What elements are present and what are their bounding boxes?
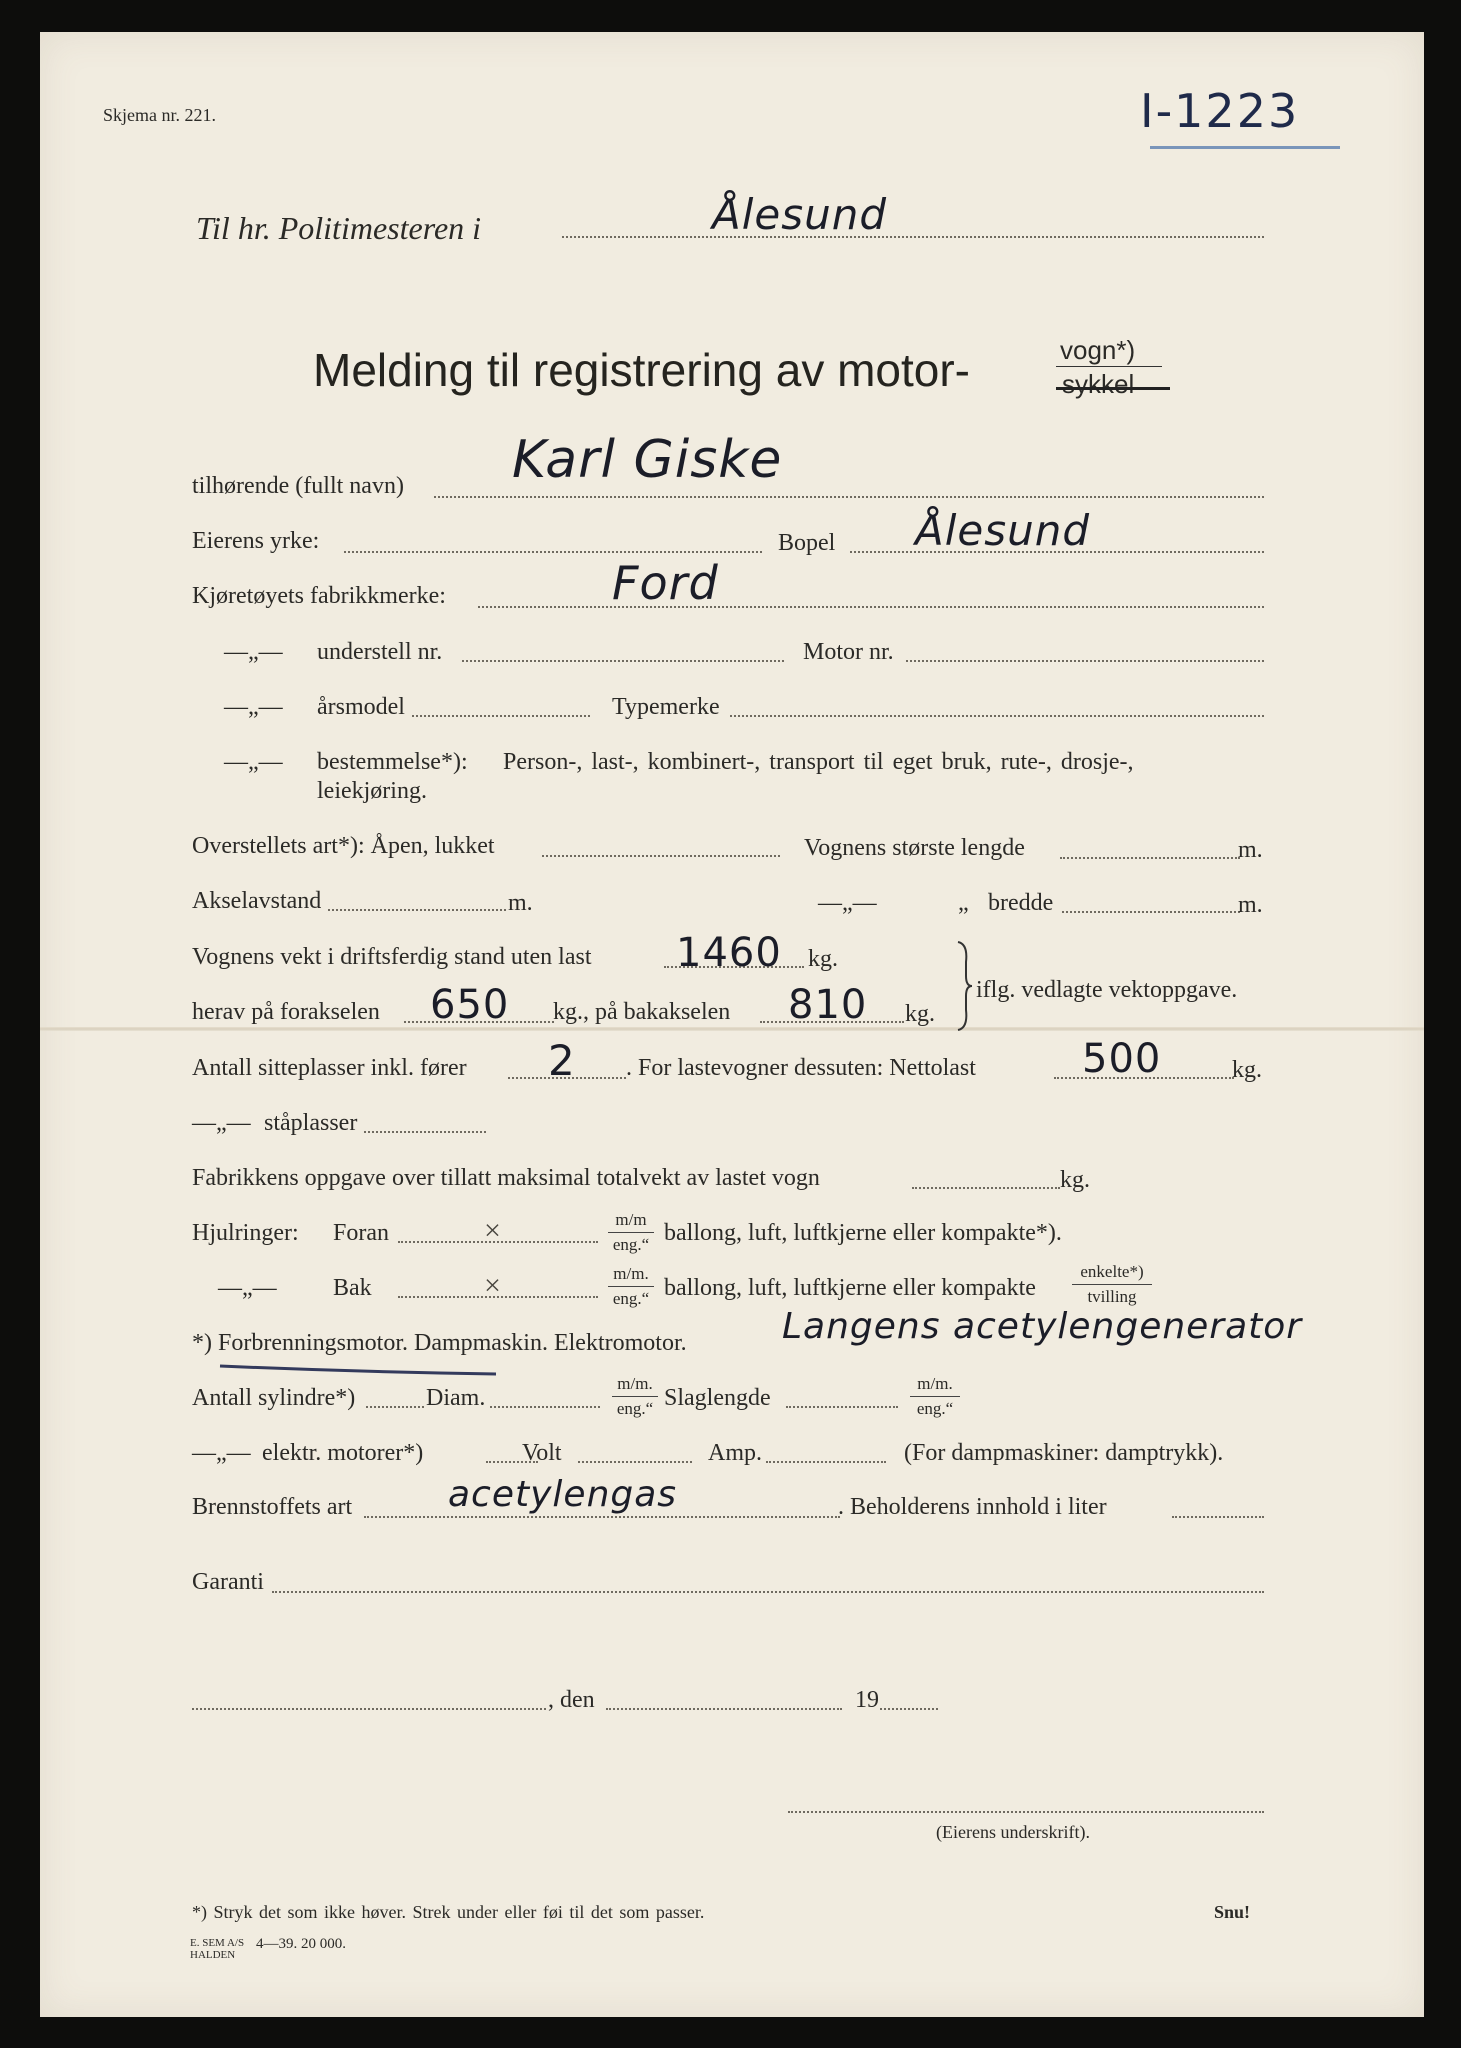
ditto-purpose: —„— [224,749,283,775]
owner-name-value: Karl Giske [512,430,783,490]
amp-label: Amp. [708,1440,762,1466]
width-unit: m. [1238,892,1263,918]
electric-label: elektr. motorer*) [262,1440,424,1466]
rings-label: Hjulringer: [192,1220,299,1246]
weight-label: Vognens vekt i driftsferdig stand uten last [192,944,592,970]
fuel-label: Brennstoffets art [192,1494,353,1520]
motor-line [906,660,1264,662]
year-label: årsmodel [317,694,405,720]
title-option-sykkel: sykkel [1062,369,1135,399]
occupation-label: Eierens yrke: [192,528,320,554]
ditto-standing: —„— [192,1110,251,1136]
front-ring-unit [608,1210,654,1255]
front-ring-types: ballong, luft, luftkjerne eller kompakte*). [664,1220,1062,1246]
tank-label: . Beholderens innhold i liter [838,1494,1107,1520]
cylinders-line [366,1406,424,1408]
fuel-line [364,1516,840,1518]
make-label: Kjøretøyets fabrikkmerke: [192,583,446,609]
body-type-label: Overstellets art*): Åpen, lukket [192,833,495,859]
cylinders-label: Antall sylindre*) [192,1385,356,1411]
purpose-options-1: Person-, last-, kombinert-, transport til eget bruk, rute-, drosje-, [503,749,1134,775]
chassis-label: understell nr. [317,639,443,665]
title-option-vogn: vogn*) [1060,335,1136,365]
cargo-value: 500 [1082,1036,1162,1082]
length-label: Vognens største lengde [804,835,1025,861]
form-number: Skjema nr. 221. [103,105,216,125]
weight-unit: kg. [808,946,838,972]
signature-line [788,1811,1264,1813]
chassis-line [462,660,784,662]
purpose-label: bestemmelse*): [317,749,468,775]
owner-name-label: tilhørende (fullt navn) [192,473,404,499]
motor-label: Motor nr. [803,639,894,665]
max-weight-label: Fabrikkens oppgave over tillatt maksimal totalvekt av lastet vogn [192,1165,820,1191]
type-label: Typemerke [612,694,720,720]
rear-ring-label: Bak [333,1275,372,1301]
warranty-label: Garanti [192,1569,264,1595]
rear-axle-label: kg., på bakakselen [553,999,731,1025]
engine-type-underline [218,1362,498,1378]
addressee-line [562,236,1264,238]
body-type-line [542,855,780,857]
max-weight-unit: kg. [1060,1167,1090,1193]
title-strikethrough [1056,387,1170,390]
stroke-eng: eng.“ [916,1399,954,1418]
ditto-width: —„— [818,890,877,916]
rear-axle-unit: kg. [905,1001,935,1027]
rear-ring-eng: eng.“ [612,1289,650,1308]
max-weight-line [912,1187,1060,1189]
ditto-rear-ring: —„— [218,1275,277,1301]
diameter-unit [612,1374,658,1419]
make-line [478,606,1264,608]
print-run-info: 4—39. 20 000. [256,1936,346,1952]
printer-name: E. SEM A/S [190,1937,245,1949]
standing-line [364,1131,486,1133]
occupation-line [344,551,762,553]
diameter-mm: m/m. [617,1374,653,1393]
stroke-mm: m/m. [917,1374,953,1393]
width-line [1062,911,1240,913]
length-line [1060,857,1240,859]
single-option: enkelte*) [1080,1262,1144,1281]
ditto-width-quote: „ [958,890,969,916]
residence-label: Bopel [778,530,836,556]
seats-value: 2 [548,1036,576,1085]
addressee-label: Til hr. Politimesteren i [196,210,482,246]
tank-line [1172,1516,1264,1518]
purpose-options-2: leiekjøring. [317,778,427,804]
stroke-line [786,1406,898,1408]
turn-over-label: Snu! [1214,1902,1251,1922]
date-den-label: , den [548,1687,595,1713]
volt-label: Volt [522,1440,562,1466]
date-line [606,1708,842,1710]
paper-fold [40,1027,1424,1031]
weight-brace [954,940,974,1032]
warranty-line [272,1591,1264,1593]
ditto-electric: —„— [192,1440,251,1466]
form-title: Melding til registrering av motor- [313,344,971,396]
front-ring-eng: eng.“ [612,1235,650,1254]
front-ring-mm: m/m [615,1210,647,1229]
weight-value: 1460 [676,930,782,976]
archive-reference: I-1223 [1140,84,1300,138]
title-fraction-bar [1056,366,1162,367]
engine-type-value: Langens acetylengenerator [782,1306,1303,1347]
stroke-unit [910,1374,960,1419]
diameter-label: Diam. [426,1385,486,1411]
front-axle-value: 650 [430,982,510,1028]
steam-label: (For dampmaskiner: damptrykk). [904,1440,1224,1466]
standing-label: ståplasser [264,1110,358,1136]
addressee-value: Ålesund [712,190,888,239]
residence-value: Ålesund [915,506,1091,555]
archive-underline [1150,146,1340,149]
axle-line [328,909,506,911]
rear-ring-cross: × [484,1269,501,1302]
type-line [730,715,1264,717]
front-ring-cross: × [484,1214,501,1247]
printer-city: HALDEN [190,1949,236,1961]
stroke-label: Slaglengde [664,1385,771,1411]
rear-ring-types: ballong, luft, luftkjerne eller kompakte [664,1275,1036,1301]
axle-unit: m. [508,890,533,916]
owner-name-line [434,496,1264,498]
year-line [412,715,590,717]
diameter-line [490,1406,600,1408]
seats-label: Antall sitteplasser inkl. fører [192,1055,467,1081]
front-axle-label: herav på forakselen [192,999,380,1025]
single-twin-option [1072,1262,1152,1307]
cargo-label: . For lastevogner dessuten: Nettolast [626,1055,976,1081]
diameter-eng: eng.“ [616,1399,654,1418]
engine-types: *) Forbrenningsmotor. Dampmaskin. Elektromotor. [192,1330,687,1356]
ditto-chassis: —„— [224,639,283,665]
width-label: bredde [988,890,1054,916]
rear-axle-value: 810 [788,982,868,1028]
fuel-value: acetylengas [448,1474,678,1515]
volt-line [578,1461,692,1463]
amp-line [766,1461,886,1463]
rear-ring-unit [608,1264,654,1309]
twin-option: tvilling [1087,1287,1137,1306]
weight-note: iflg. vedlagte vektoppgave. [976,977,1238,1003]
place-line [192,1708,546,1710]
year-suffix-line [880,1708,938,1710]
axle-label: Akselavstand [192,888,322,914]
cargo-unit: kg. [1232,1057,1262,1083]
length-unit: m. [1238,837,1263,863]
footer-note: *) Stryk det som ikke høver. Strek under eller føi til det som passer. [192,1902,705,1922]
make-value: Ford [612,556,719,610]
ditto-year: —„— [224,694,283,720]
signature-label: (Eierens underskrift). [936,1822,1090,1842]
rear-ring-mm: m/m. [613,1264,649,1283]
date-year-prefix: 19 [855,1687,879,1713]
front-ring-label: Foran [333,1220,389,1246]
